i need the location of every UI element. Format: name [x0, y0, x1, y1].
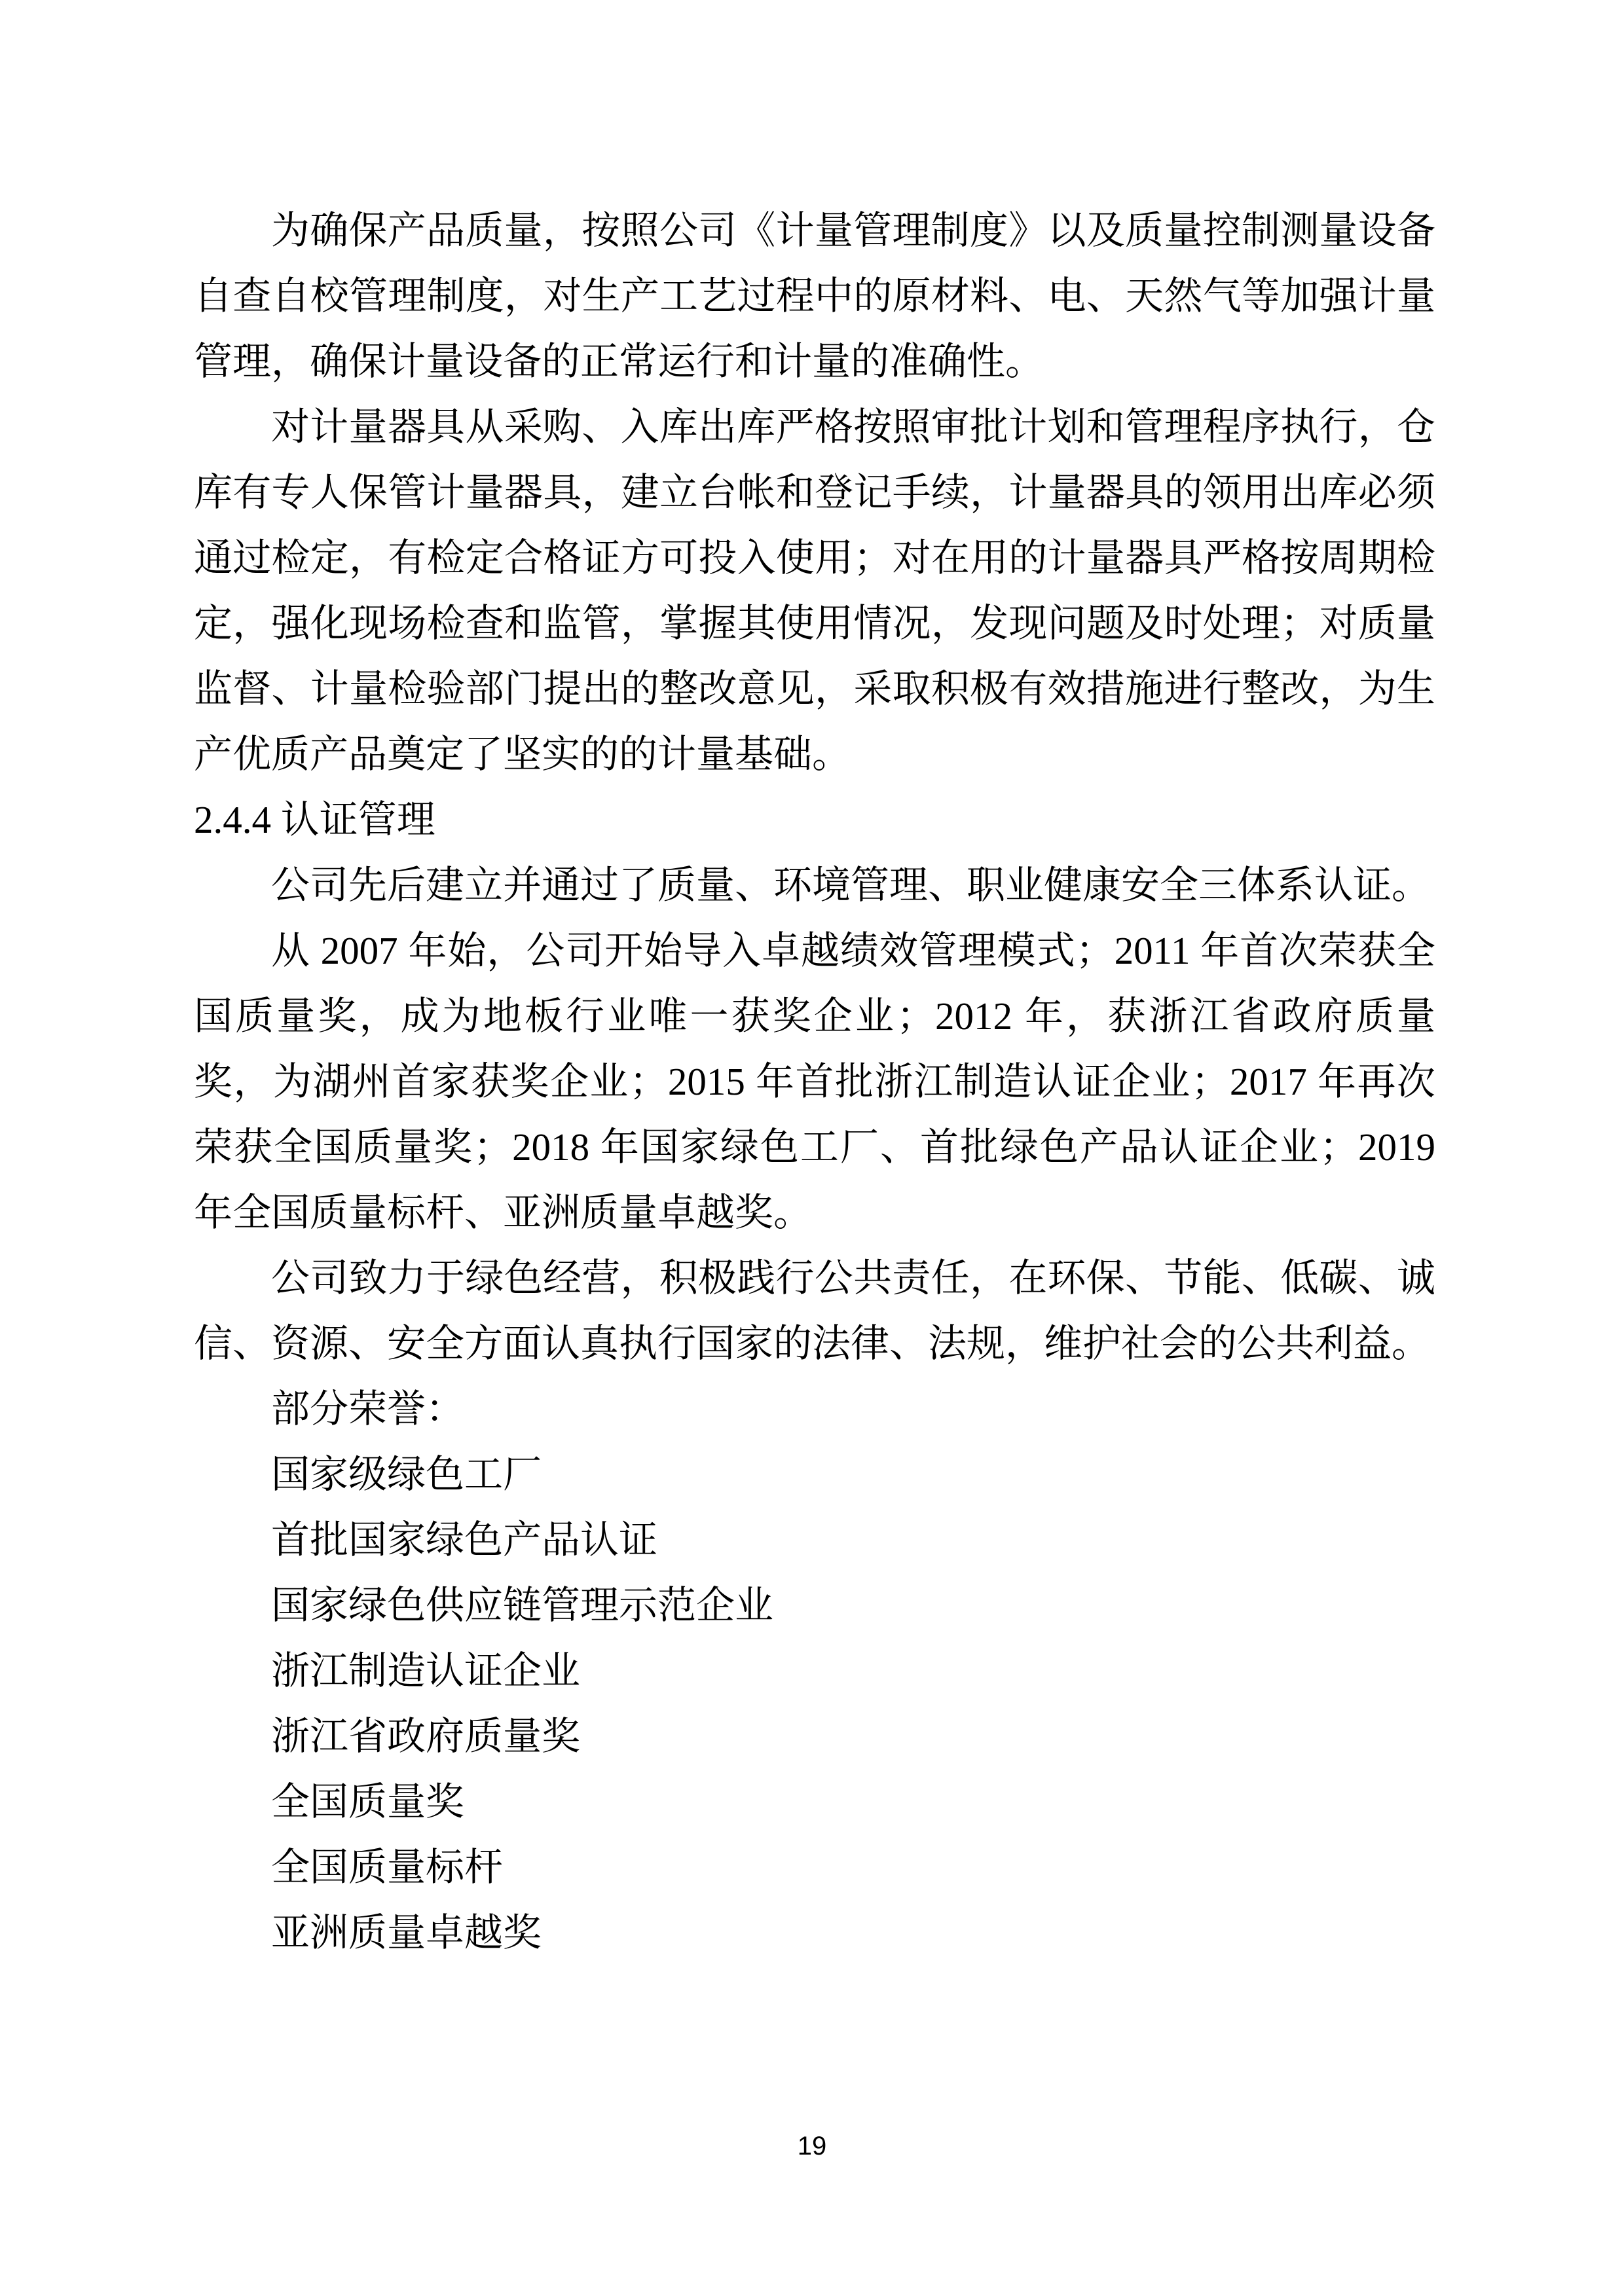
- honor-item: 首批国家绿色产品认证: [271, 1518, 658, 1561]
- paragraph-measurement-management: 为确保产品质量，按照公司《计量管理制度》以及质量控制测量设备自查自校管理制度，对生产工艺过程中的原材料、电、天然气等加强计量管理，确保计量设备的正常运行和计量的准确性。: [194, 209, 1435, 383]
- document-body: [194, 198, 1435, 1965]
- honor-item: 国家级绿色工厂: [271, 1453, 542, 1496]
- paragraph-instrument-control: 对计量器具从采购、入库出库严格按照审批计划和管理程序执行，仓库有专人保管计量器具，建立台帐和登记手续，计量器具的领用出库必须通过检定，有检定合格证方可投入使用；对在用的计量器具严格按周期检定，强化现场检查和监管，掌握其使用情况，发现问题及时处理；对质量监督、计量检验部门提出的整改意见，采取积极有效措施进行整改，为生产优质产品奠定了坚实的的计量基础。: [194, 405, 1435, 776]
- honor-item: 浙江省政府质量奖: [271, 1715, 581, 1758]
- paragraph-three-system-certification: 公司先后建立并通过了质量、环境管理、职业健康安全三体系认证。: [271, 864, 1431, 907]
- paragraph-awards-history: 从 2007 年始，公司开始导入卓越绩效管理模式；2011 年首次荣获全国质量奖，成为地板行业唯一获奖企业；2012 年，获浙江省政府质量奖，为湖州首家获奖企业；2015 年首批浙江制造认证企业；2017 年再次荣获全国质量奖；2018 年国家绿色工厂、首批绿色产品认证企业；2019 年全国质量标杆、亚洲质量卓越奖。: [194, 929, 1435, 1234]
- section-heading-2-4-4: 2.4.4 认证管理: [194, 798, 435, 841]
- honor-item: 浙江制造认证企业: [271, 1649, 581, 1692]
- paragraph-green-operation: 公司致力于绿色经营，积极践行公共责任，在环保、节能、低碳、诚信、资源、安全方面认真执行国家的法律、法规，维护社会的公共利益。: [194, 1256, 1435, 1365]
- honor-item: 全国质量奖: [271, 1780, 465, 1823]
- honor-item: 全国质量标杆: [271, 1846, 504, 1889]
- honor-item: 亚洲质量卓越奖: [271, 1911, 542, 1954]
- page-number: 19: [797, 2132, 827, 2160]
- honor-item: 国家绿色供应链管理示范企业: [271, 1584, 774, 1627]
- honors-label: 部分荣誉：: [271, 1387, 465, 1430]
